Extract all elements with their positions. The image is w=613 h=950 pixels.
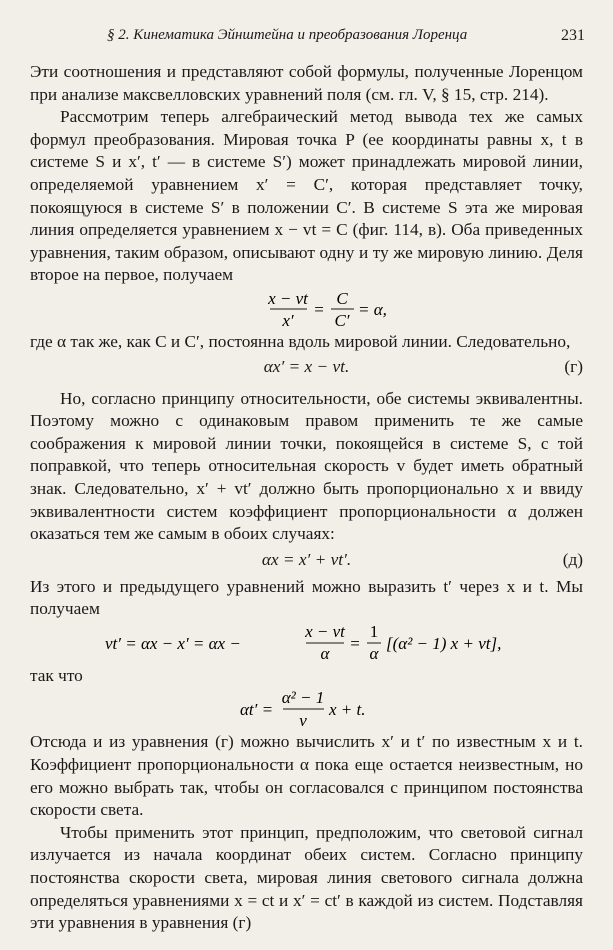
formula-d <box>30 546 583 572</box>
at-frac-den: v <box>299 711 307 731</box>
at-tail: x + t. <box>329 700 366 720</box>
formula-d-tag: (д) <box>562 549 583 569</box>
paragraph-2: Рассмотрим теперь алгебраический метод вывода тех же самых формул преобразования. Мировая точка P (ее координаты равны x, t в системе S и x′, t′ — в системе S′) может принадлежать мировой линии, определяемой уравнением x′ = C′, которая представляет точку, покоящуюся в системе S′ в положении C′. В системе S эта же мировая линия определяется уравнением x − vt = C (фиг. 114, в). Оба приведенных уравнения, таким образом, описывают одну и ту же мировую линию. Деля второе на первое, получаем <box>30 107 583 285</box>
ratio-frac2-den: C′ <box>334 310 350 330</box>
paragraph-7: Отсюда и из уравнения (г) можно вычислить x′ и t′ по известным x и t. Коэффициент пропорциональности α пока еще остается неизвестным, но его можно выбрать так, чтобы он согласовался с принципом постоянства скорости света. <box>30 732 583 820</box>
formula-at-svg <box>30 687 583 731</box>
formula-g-text: αx′ = x − vt. <box>263 356 350 376</box>
formula-at <box>30 687 583 731</box>
ratio-frac1-den: x′ <box>282 310 294 330</box>
formula-ratio-svg <box>30 287 583 331</box>
page-number: 231 <box>561 27 585 44</box>
formula-g <box>30 354 583 380</box>
vt-frac1-num: x − vt <box>305 621 345 641</box>
paragraph-8: Чтобы применить этот принцип, предположим, что световой сигнал излучается из начала координат обеих систем. Согласно принципу постоянства скорости света, мировая линия светового сигнала должна определяться уравнениями x = ct и x′ = ct′ в каждой из систем. Подставляя эти уравнения в уравнения (г) <box>30 822 583 933</box>
formula-ratio <box>30 287 583 331</box>
at-frac-num: α² − 1 <box>281 688 325 708</box>
ratio-frac2-num: C <box>336 288 348 308</box>
ratio-eq1: = <box>314 299 324 319</box>
ratio-frac1-num: x − vt <box>268 288 308 308</box>
paragraph-3: где α так же, как C и C′, постоянна вдоль мировой линии. Следовательно, <box>30 331 571 351</box>
page-body <box>30 61 583 935</box>
formula-vt <box>30 621 583 665</box>
vt-frac1-den: α <box>320 643 330 663</box>
running-header <box>0 24 613 48</box>
vt-frac2-num: 1 <box>369 621 379 641</box>
at-lhs: αt′ = <box>240 700 274 720</box>
paragraph-4: Но, согласно принципу относительности, обе системы эквивалентны. Поэтому можно с одинаковым правом применить те же самые соображения к мировой линии точки, покоящейся в системе S, с той поправкой, что теперь относительная скорость v будет иметь обратный знак. Следовательно, x′ + vt′ должно быть пропорционально x и ввиду эквивалентности систем коэффициент пропорциональности α должен оказаться тем же самым в обоих случаях: <box>30 388 583 544</box>
paragraph-6: так что <box>30 665 83 685</box>
paragraph-5: Из этого и предыдущего уравнений можно выразить t′ через x и t. Мы получаем <box>30 576 583 619</box>
paragraph-1: Эти соотношения и представляют собой формулы, полученные Лоренцом при анализе максвелловских уравнений поля (см. гл. V, § 15, стр. 214). <box>30 62 583 104</box>
formula-vt-svg <box>30 621 583 665</box>
vt-eq: = <box>350 633 360 653</box>
formula-d-text: αx = x′ + vt′. <box>261 549 352 569</box>
vt-frac2-den: α <box>369 643 379 663</box>
vt-lhs: vt′ = αx − x′ = αx − <box>105 633 241 653</box>
ratio-tail: = α, <box>358 299 387 319</box>
vt-tail: [(α² − 1) x + vt], <box>386 633 502 653</box>
formula-g-tag: (г) <box>564 356 583 376</box>
spacer <box>30 380 583 388</box>
section-title: § 2. Кинематика Эйнштейна и преобразования Лоренца <box>107 27 468 43</box>
